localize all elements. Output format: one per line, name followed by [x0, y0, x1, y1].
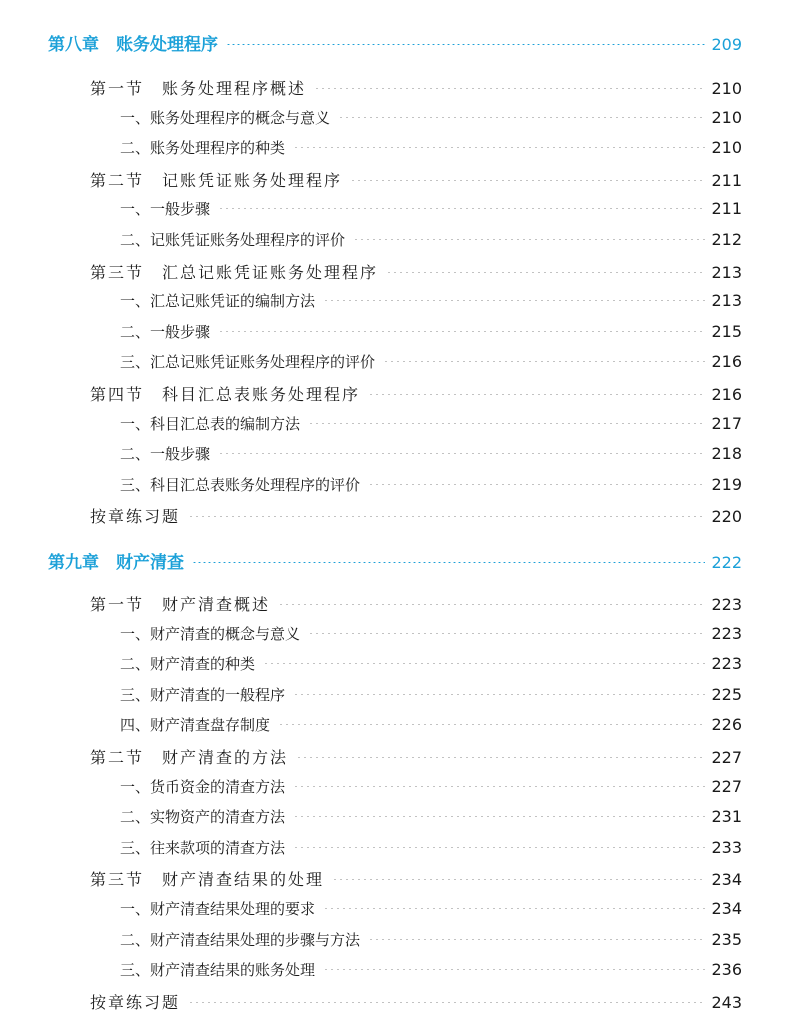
entry-page-number: 210	[711, 138, 742, 158]
dot-leader	[350, 180, 705, 181]
dot-leader	[383, 361, 705, 362]
dot-leader	[226, 43, 705, 45]
dot-leader	[323, 908, 705, 909]
entry-title: 二、财产清查的种类	[120, 655, 256, 674]
entry-page-number: 223	[711, 654, 742, 674]
subsection-entry[interactable]	[120, 443, 742, 464]
dot-leader	[263, 663, 705, 664]
entry-title: 一、财产清查的概念与意义	[120, 624, 301, 643]
dot-leader	[278, 724, 705, 725]
entry-title: 三、汇总记账凭证账务处理程序的评价	[120, 353, 376, 372]
subsection-entry[interactable]	[120, 290, 742, 311]
subsection-entry[interactable]	[120, 198, 742, 219]
subsection-entry[interactable]	[120, 837, 742, 858]
subsection-entry[interactable]	[120, 321, 742, 342]
dot-leader	[293, 816, 705, 817]
dot-leader	[218, 208, 705, 209]
entry-title: 一、账务处理程序的概念与意义	[120, 108, 331, 127]
dot-leader	[386, 272, 705, 273]
dot-leader	[332, 879, 705, 880]
dot-leader	[293, 847, 705, 848]
entry-page-number: 219	[711, 474, 742, 494]
entry-page-number: 234	[711, 870, 742, 890]
entry-page-number: 215	[711, 321, 742, 341]
entry-page-number: 223	[711, 623, 742, 643]
subsection-entry[interactable]	[120, 959, 742, 980]
chapter-title: 第九章 财产清查	[48, 553, 184, 573]
subsection-entry[interactable]	[120, 776, 742, 797]
chapter-heading[interactable]	[48, 548, 742, 573]
exercise-entry[interactable]	[90, 990, 742, 1013]
section-entry[interactable]	[90, 76, 742, 99]
entry-page-number: 233	[711, 837, 742, 857]
subsection-entry[interactable]	[120, 929, 742, 950]
dot-leader	[353, 239, 705, 240]
entry-title: 一、科目汇总表的编制方法	[120, 414, 301, 433]
section-entry[interactable]	[90, 168, 742, 191]
dot-leader	[293, 786, 705, 787]
chapter-page-number: 209	[711, 35, 742, 54]
entry-page-number: 234	[711, 899, 742, 918]
entry-title: 三、往来款项的清查方法	[120, 838, 286, 857]
entry-page-number: 212	[711, 230, 742, 249]
entry-title: 一、汇总记账凭证的编制方法	[120, 292, 316, 311]
entry-page-number: 227	[711, 776, 742, 796]
entry-page-number: 211	[711, 199, 742, 219]
entry-title: 一、财产清查结果处理的要求	[120, 900, 316, 918]
chapter-page-number: 222	[711, 553, 742, 572]
subsection-entry[interactable]	[120, 898, 742, 919]
entry-page-number: 220	[711, 507, 742, 527]
subsection-entry[interactable]	[120, 351, 742, 372]
entry-title: 第三节 汇总记账凭证账务处理程序	[90, 262, 379, 282]
dot-leader	[308, 423, 705, 424]
subsection-entry[interactable]	[120, 623, 742, 644]
entry-page-number: 227	[711, 748, 742, 767]
entry-title: 二、一般步骤	[120, 322, 211, 341]
dot-leader	[218, 331, 705, 332]
entry-page-number: 210	[711, 79, 742, 98]
entry-page-number: 223	[711, 595, 742, 614]
subsection-entry[interactable]	[120, 229, 742, 250]
subsection-entry[interactable]	[120, 137, 742, 158]
entry-title: 二、财产清查结果处理的步骤与方法	[120, 930, 361, 949]
subsection-entry[interactable]	[120, 806, 742, 827]
entry-title: 二、一般步骤	[120, 445, 211, 464]
dot-leader	[323, 300, 705, 301]
entry-page-number: 216	[711, 352, 742, 372]
dot-leader	[314, 88, 705, 89]
entry-title: 按章练习题	[90, 992, 181, 1012]
entry-title: 二、记账凭证账务处理程序的评价	[120, 231, 346, 249]
entry-page-number: 236	[711, 960, 742, 980]
entry-title: 第二节 财产清查的方法	[90, 748, 289, 767]
dot-leader	[188, 1002, 705, 1003]
section-entry[interactable]	[90, 260, 742, 283]
section-entry[interactable]	[90, 592, 742, 615]
entry-title: 一、货币资金的清查方法	[120, 777, 286, 796]
section-entry[interactable]	[90, 745, 742, 768]
entry-title: 按章练习题	[90, 507, 181, 527]
entry-title: 二、实物资产的清查方法	[120, 808, 286, 827]
dot-leader	[278, 604, 705, 605]
subsection-entry[interactable]	[120, 474, 742, 495]
entry-page-number: 216	[711, 385, 742, 404]
entry-title: 第一节 财产清查概述	[90, 595, 271, 614]
entry-title: 三、科目汇总表账务处理程序的评价	[120, 475, 361, 494]
subsection-entry[interactable]	[120, 107, 742, 128]
entry-page-number: 217	[711, 413, 742, 433]
subsection-entry[interactable]	[120, 653, 742, 674]
entry-page-number: 211	[711, 170, 742, 190]
dot-leader	[293, 147, 705, 148]
subsection-entry[interactable]	[120, 714, 742, 735]
subsection-entry[interactable]	[120, 684, 742, 705]
entry-title: 二、账务处理程序的种类	[120, 139, 286, 158]
dot-leader	[308, 633, 705, 634]
entry-page-number: 225	[711, 684, 742, 704]
chapter-title: 第八章 账务处理程序	[48, 35, 218, 55]
section-entry[interactable]	[90, 867, 742, 890]
entry-title: 第三节 财产清查结果的处理	[90, 870, 325, 890]
entry-title: 四、财产清查盘存制度	[120, 716, 271, 735]
entry-title: 三、财产清查结果的账务处理	[120, 961, 316, 980]
entry-title: 第二节 记账凭证账务处理程序	[90, 170, 343, 190]
entry-page-number: 210	[711, 107, 742, 127]
entry-page-number: 213	[711, 291, 742, 311]
dot-leader	[338, 117, 705, 118]
dot-leader	[368, 484, 705, 485]
entry-title: 第四节 科目汇总表账务处理程序	[90, 385, 361, 404]
exercise-entry[interactable]	[90, 504, 742, 527]
entry-page-number: 243	[711, 992, 742, 1012]
section-entry[interactable]	[90, 382, 742, 405]
entry-title: 一、一般步骤	[120, 200, 211, 219]
entry-title: 三、财产清查的一般程序	[120, 685, 286, 704]
dot-leader	[368, 394, 705, 395]
entry-page-number: 226	[711, 715, 742, 735]
dot-leader	[296, 757, 705, 758]
dot-leader	[323, 969, 705, 970]
dot-leader	[293, 694, 705, 695]
subsection-entry[interactable]	[120, 413, 742, 434]
entry-page-number: 218	[711, 444, 742, 464]
dot-leader	[192, 561, 705, 563]
entry-page-number: 231	[711, 807, 742, 827]
entry-title: 第一节 账务处理程序概述	[90, 79, 307, 98]
dot-leader	[218, 453, 705, 454]
dot-leader	[188, 516, 705, 517]
dot-leader	[368, 939, 705, 940]
entry-page-number: 213	[711, 262, 742, 282]
chapter-heading[interactable]	[48, 30, 742, 55]
entry-page-number: 235	[711, 929, 742, 949]
